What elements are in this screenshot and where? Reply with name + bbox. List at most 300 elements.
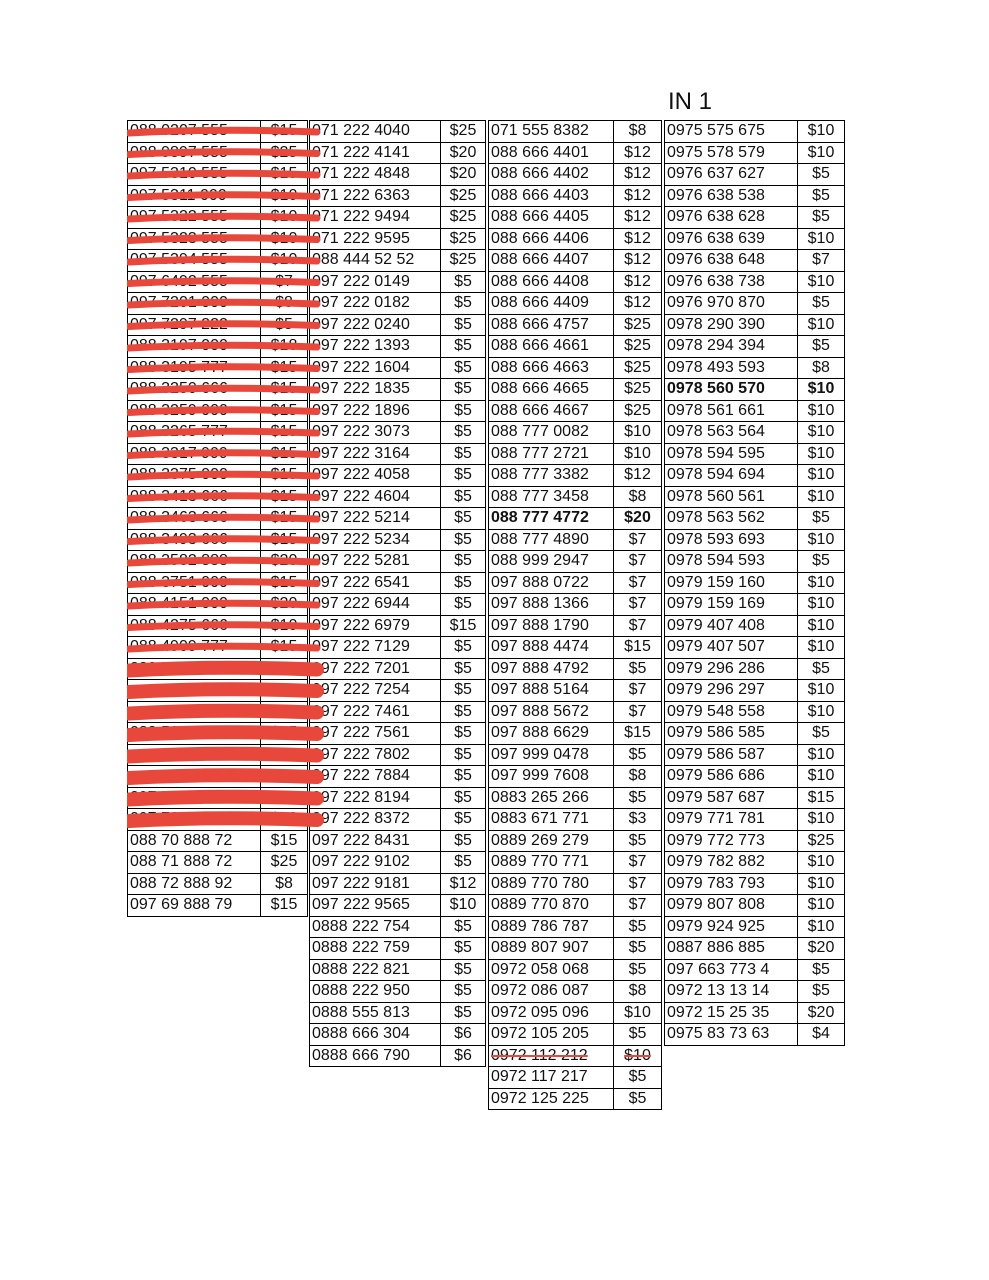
price-cell: $15 [261, 443, 308, 465]
phone-number-cell: 097 222 5281 [310, 551, 441, 573]
price-cell: $10 [261, 207, 308, 229]
price-cell: $5 [441, 723, 486, 745]
phone-number-cell: 097 222 7254 [310, 680, 441, 702]
table-row [310, 422, 486, 444]
price-cell: $10 [798, 486, 845, 508]
table-row [665, 809, 845, 831]
table-row [665, 701, 845, 723]
phone-number-cell: 097 222 5234 [310, 529, 441, 551]
table-row [310, 508, 486, 530]
phone-number-cell: 0979 587 687 [665, 787, 798, 809]
table-row [128, 164, 308, 186]
price-cell: $7 [261, 271, 308, 293]
table-row [665, 916, 845, 938]
price-cell: $5 [441, 744, 486, 766]
price-cell: $5 [798, 959, 845, 981]
phone-number-cell: 0889 786 787 [489, 916, 614, 938]
table-row [310, 314, 486, 336]
price-cell: $8 [261, 873, 308, 895]
price-cell: $5 [798, 336, 845, 358]
price-cell: $12 [614, 142, 662, 164]
table-row [310, 766, 486, 788]
phone-number-cell: 0976 638 738 [665, 271, 798, 293]
price-cell: $10 [798, 680, 845, 702]
phone-number-cell: 0888 222 754 [310, 916, 441, 938]
phone-number-cell: 097 7301 666 [128, 809, 261, 831]
phone-number-cell: 071 222 9494 [310, 207, 441, 229]
phone-number-cell: 097 7297 222 [128, 314, 261, 336]
phone-number-cell: 0978 563 562 [665, 508, 798, 530]
table-row [310, 744, 486, 766]
table-row [665, 314, 845, 336]
phone-number-cell: 088 777 4772 [489, 508, 614, 530]
phone-number-cell: 0972 112 212 [489, 1045, 614, 1067]
table-row [128, 142, 308, 164]
phone-number-cell: 088 3197 000 [128, 336, 261, 358]
price-cell: $12 [614, 164, 662, 186]
table-row [489, 142, 662, 164]
price-cell: $15 [261, 164, 308, 186]
phone-number-cell: 088 666 4663 [489, 357, 614, 379]
phone-number-cell: 097 222 1604 [310, 357, 441, 379]
table-row [489, 1024, 662, 1046]
table-row [128, 701, 308, 723]
phone-number-cell: 088 3317 999 [128, 443, 261, 465]
table-row [128, 551, 308, 573]
phone-number-cell: 0978 560 570 [665, 379, 798, 401]
table-row [310, 787, 486, 809]
phone-number-cell: 097 888 4792 [489, 658, 614, 680]
phone-number-cell: 088 3250 666 [128, 379, 261, 401]
price-cell: $12 [614, 271, 662, 293]
price-cell: $8 [614, 981, 662, 1003]
price-cell: $25 [798, 830, 845, 852]
table-row [665, 207, 845, 229]
price-cell: $5 [441, 271, 486, 293]
price-cell: $5 [441, 916, 486, 938]
table-row [489, 615, 662, 637]
phone-number-cell: 097 5323 555 [128, 228, 261, 250]
price-cell: $5 [441, 465, 486, 487]
phone-number-cell: 0888 555 813 [310, 1002, 441, 1024]
price-cell: $12 [614, 250, 662, 272]
phone-number-cell: 088 70 888 72 [128, 830, 261, 852]
column-4-table [664, 120, 845, 1046]
price-cell: $25 [614, 314, 662, 336]
table-row [665, 271, 845, 293]
phone-number-cell: 0975 83 73 63 [665, 1024, 798, 1046]
phone-number-cell: 088 5002 777 [128, 723, 261, 745]
price-cell: $5 [441, 766, 486, 788]
price-cell: $4 [798, 1024, 845, 1046]
table-row [128, 873, 308, 895]
price-cell: $10 [798, 400, 845, 422]
phone-number-cell: 097 222 7802 [310, 744, 441, 766]
table-row [489, 723, 662, 745]
price-cell: $15 [261, 508, 308, 530]
table-row [489, 594, 662, 616]
table-row [665, 529, 845, 551]
price-cell: $12 [614, 185, 662, 207]
phone-number-cell: 097 222 8431 [310, 830, 441, 852]
price-cell: $5 [441, 572, 486, 594]
table-row [128, 895, 308, 917]
table-row [489, 658, 662, 680]
table-row [489, 895, 662, 917]
price-cell: $10 [261, 228, 308, 250]
price-cell: $10 [261, 185, 308, 207]
price-cell: $15 [261, 121, 308, 143]
table-row [489, 443, 662, 465]
phone-number-cell: 097 222 7201 [310, 658, 441, 680]
phone-number-cell: 088 777 3382 [489, 465, 614, 487]
page-heading: IN 1 [668, 88, 713, 115]
price-cell: $10 [798, 314, 845, 336]
phone-number-cell: 0976 638 538 [665, 185, 798, 207]
table-row [128, 852, 308, 874]
table-row [489, 164, 662, 186]
phone-number-cell: 097 222 6944 [310, 594, 441, 616]
table-row [489, 400, 662, 422]
phone-number-cell: 088 0207 555 [128, 121, 261, 143]
table-row [489, 830, 662, 852]
table-row [128, 680, 308, 702]
table-row [310, 723, 486, 745]
phone-number-cell: 0979 586 585 [665, 723, 798, 745]
phone-number-cell: 097 222 1393 [310, 336, 441, 358]
price-cell: $15 [261, 529, 308, 551]
table-row [128, 443, 308, 465]
price-cell: $8 [614, 121, 662, 143]
phone-number-cell: 088 3375 000 [128, 465, 261, 487]
price-cell: $25 [261, 142, 308, 164]
phone-number-cell: 0979 782 882 [665, 852, 798, 874]
price-cell: $7 [614, 852, 662, 874]
phone-number-cell: 097 222 1835 [310, 379, 441, 401]
phone-number-cell: 088 777 2721 [489, 443, 614, 465]
table-row [128, 744, 308, 766]
price-cell: $8 [798, 357, 845, 379]
table-row [310, 830, 486, 852]
phone-number-cell: 0888 666 790 [310, 1045, 441, 1067]
price-cell: $25 [614, 357, 662, 379]
phone-number-cell: 0889 807 907 [489, 938, 614, 960]
phone-number-cell: 088 3463 666 [128, 508, 261, 530]
phone-number-cell: 0978 594 595 [665, 443, 798, 465]
table-row [128, 787, 308, 809]
table-row [310, 916, 486, 938]
phone-number-cell: 0979 296 297 [665, 680, 798, 702]
table-row [489, 293, 662, 315]
table-row [665, 121, 845, 143]
phone-number-cell: 097 5322 555 [128, 207, 261, 229]
phone-number-cell: 097 888 0722 [489, 572, 614, 594]
phone-number-cell: 0883 265 266 [489, 787, 614, 809]
price-cell: $10 [798, 744, 845, 766]
table-row [489, 938, 662, 960]
price-cell: $5 [614, 1088, 662, 1110]
table-row [310, 873, 486, 895]
table-row [128, 572, 308, 594]
phone-number-cell: 097 222 3073 [310, 422, 441, 444]
phone-number-cell: 0978 493 593 [665, 357, 798, 379]
phone-number-cell: 097 222 0149 [310, 271, 441, 293]
table-row [310, 228, 486, 250]
phone-number-cell: 097 5394 555 [128, 250, 261, 272]
price-cell: $5 [798, 981, 845, 1003]
phone-number-cell: 097 6492 555 [128, 271, 261, 293]
phone-number-cell: 088 666 4665 [489, 379, 614, 401]
table-row [310, 615, 486, 637]
table-row [310, 809, 486, 831]
phone-number-cell: 0979 586 686 [665, 766, 798, 788]
price-cell: $15 [261, 379, 308, 401]
price-cell: $5 [614, 1024, 662, 1046]
table-row [310, 680, 486, 702]
price-cell: $5 [441, 981, 486, 1003]
phone-number-cell: 097 222 0240 [310, 314, 441, 336]
phone-number-cell: 088 3265 777 [128, 422, 261, 444]
phone-number-cell: 088 71 888 72 [128, 852, 261, 874]
price-cell: $10 [798, 809, 845, 831]
phone-number-cell: 0978 594 593 [665, 551, 798, 573]
price-list [127, 120, 847, 1120]
price-cell: $5 [441, 422, 486, 444]
price-cell: $10 [798, 916, 845, 938]
phone-number-cell: 071 222 6363 [310, 185, 441, 207]
table-row [665, 1002, 845, 1024]
price-cell: $7 [614, 572, 662, 594]
price-cell: $5 [614, 959, 662, 981]
phone-number-cell: 088 666 4403 [489, 185, 614, 207]
table-row [665, 873, 845, 895]
price-cell: $7 [614, 594, 662, 616]
phone-number-cell: 097 222 6541 [310, 572, 441, 594]
table-row [128, 529, 308, 551]
price-cell: $10 [798, 228, 845, 250]
table-row [665, 357, 845, 379]
price-cell: $5 [441, 529, 486, 551]
phone-number-cell: 0979 407 408 [665, 615, 798, 637]
price-cell: $15 [261, 486, 308, 508]
table-row [665, 443, 845, 465]
price-cell: $7 [798, 250, 845, 272]
table-row [128, 615, 308, 637]
price-cell: $10 [261, 809, 308, 831]
price-cell: $8 [261, 293, 308, 315]
price-cell: $5 [441, 701, 486, 723]
table-row [310, 1002, 486, 1024]
phone-number-cell: 088 777 3458 [489, 486, 614, 508]
table-row [310, 336, 486, 358]
price-cell: $5 [441, 938, 486, 960]
phone-number-cell: 0976 638 628 [665, 207, 798, 229]
table-row [489, 336, 662, 358]
price-cell: $20 [261, 551, 308, 573]
table-row [310, 1024, 486, 1046]
price-cell: $5 [614, 938, 662, 960]
table-row [310, 486, 486, 508]
price-cell: $5 [798, 723, 845, 745]
phone-number-cell: 0979 772 773 [665, 830, 798, 852]
table-row [665, 594, 845, 616]
phone-number-cell: 0979 807 808 [665, 895, 798, 917]
table-row [128, 379, 308, 401]
price-cell: $5 [441, 400, 486, 422]
phone-number-cell: 0883 671 771 [489, 809, 614, 831]
phone-number-cell: 097 222 4604 [310, 486, 441, 508]
phone-number-cell: 0979 586 587 [665, 744, 798, 766]
price-cell: $8 [614, 486, 662, 508]
price-cell: $10 [798, 895, 845, 917]
phone-number-cell: 097 888 5672 [489, 701, 614, 723]
table-row [665, 723, 845, 745]
phone-number-cell: 088 666 4405 [489, 207, 614, 229]
price-cell: $15 [261, 400, 308, 422]
table-row [489, 959, 662, 981]
phone-number-cell: 0979 771 781 [665, 809, 798, 831]
table-row [128, 121, 308, 143]
table-row [489, 271, 662, 293]
price-cell: $15 [261, 422, 308, 444]
phone-number-cell: 088 3493 666 [128, 529, 261, 551]
phone-number-cell: 097 5310 555 [128, 164, 261, 186]
table-row [489, 809, 662, 831]
price-cell: $5 [614, 744, 662, 766]
table-row [489, 250, 662, 272]
phone-number-cell: 088 666 4401 [489, 142, 614, 164]
phone-number-cell: 0979 159 169 [665, 594, 798, 616]
price-cell: $5 [441, 357, 486, 379]
table-row [489, 1002, 662, 1024]
price-cell: $5 [614, 658, 662, 680]
phone-number-cell: 0976 637 627 [665, 164, 798, 186]
price-cell: $15 [261, 895, 308, 917]
phone-number-cell: 088 3195 777 [128, 357, 261, 379]
table-row [128, 508, 308, 530]
column-2-table [309, 120, 486, 1067]
phone-number-cell: 071 222 4848 [310, 164, 441, 186]
price-cell: $5 [441, 809, 486, 831]
phone-number-cell: 088 666 4402 [489, 164, 614, 186]
table-row [665, 787, 845, 809]
phone-number-cell: 0888 222 821 [310, 959, 441, 981]
price-cell: $5 [798, 207, 845, 229]
phone-number-cell: 0978 594 694 [665, 465, 798, 487]
price-cell: $10 [798, 422, 845, 444]
table-row [310, 121, 486, 143]
table-row [665, 422, 845, 444]
phone-number-cell: 0978 563 564 [665, 422, 798, 444]
phone-number-cell: 088 3751 000 [128, 572, 261, 594]
phone-number-cell: 097 5311 000 [128, 185, 261, 207]
price-cell: $15 [261, 465, 308, 487]
price-cell: $10 [798, 271, 845, 293]
price-cell: $15 [261, 637, 308, 659]
phone-number-cell: 0979 783 793 [665, 873, 798, 895]
table-row [489, 744, 662, 766]
price-cell: $5 [441, 379, 486, 401]
table-row [665, 744, 845, 766]
price-cell: $10 [614, 422, 662, 444]
phone-number-cell: 071 222 9595 [310, 228, 441, 250]
phone-number-cell: 0972 058 068 [489, 959, 614, 981]
phone-number-cell: 097 222 7884 [310, 766, 441, 788]
price-cell: $10 [798, 873, 845, 895]
price-cell: $10 [261, 615, 308, 637]
phone-number-cell: 0972 125 225 [489, 1088, 614, 1110]
price-cell: $25 [441, 185, 486, 207]
table-row [310, 293, 486, 315]
table-row [665, 508, 845, 530]
phone-number-cell: 097 222 7129 [310, 637, 441, 659]
phone-number-cell: 071 222 4040 [310, 121, 441, 143]
price-cell: $25 [614, 400, 662, 422]
table-row [128, 637, 308, 659]
phone-number-cell: 097 663 773 4 [665, 959, 798, 981]
price-cell: $5 [441, 680, 486, 702]
price-cell: $10 [614, 443, 662, 465]
price-cell: $7 [614, 701, 662, 723]
phone-number-cell: 088 666 4407 [489, 250, 614, 272]
table-row [128, 766, 308, 788]
price-cell: $15 [441, 615, 486, 637]
phone-number-cell: 0978 561 661 [665, 400, 798, 422]
phone-number-cell: 0889 269 279 [489, 830, 614, 852]
table-row [128, 250, 308, 272]
table-row [310, 379, 486, 401]
phone-number-cell: 0889 770 771 [489, 852, 614, 874]
phone-number-cell: 097 5394 000 [128, 787, 261, 809]
price-cell: $25 [441, 250, 486, 272]
price-cell: $10 [798, 615, 845, 637]
table-row [310, 852, 486, 874]
price-cell: $7 [614, 895, 662, 917]
table-row [128, 185, 308, 207]
price-cell: $5 [441, 551, 486, 573]
table-row [665, 766, 845, 788]
price-cell: $10 [261, 250, 308, 272]
table-row [128, 658, 308, 680]
table-row [489, 1045, 662, 1067]
phone-number-cell: 088 777 4890 [489, 529, 614, 551]
price-cell: $10 [798, 637, 845, 659]
phone-number-cell: 0975 578 579 [665, 142, 798, 164]
phone-number-cell: 088 5042 666 [128, 658, 261, 680]
table-row [310, 1045, 486, 1067]
column-3-table [488, 120, 662, 1110]
table-row [310, 551, 486, 573]
price-cell: $5 [614, 916, 662, 938]
table-row [128, 400, 308, 422]
phone-number-cell: 097 222 0182 [310, 293, 441, 315]
phone-number-cell: 0978 290 390 [665, 314, 798, 336]
phone-number-cell: 0889 770 780 [489, 873, 614, 895]
phone-number-cell: 097 7201 000 [128, 293, 261, 315]
table-row [310, 637, 486, 659]
price-cell [261, 766, 308, 788]
table-row [665, 250, 845, 272]
phone-number-cell: 097 999 7608 [489, 766, 614, 788]
phone-number-cell: 0978 294 394 [665, 336, 798, 358]
price-cell: $25 [261, 852, 308, 874]
phone-number-cell: 0976 638 639 [665, 228, 798, 250]
table-row [310, 938, 486, 960]
price-cell: $12 [614, 465, 662, 487]
price-cell: $5 [798, 658, 845, 680]
price-cell: $10 [798, 572, 845, 594]
table-row [310, 572, 486, 594]
